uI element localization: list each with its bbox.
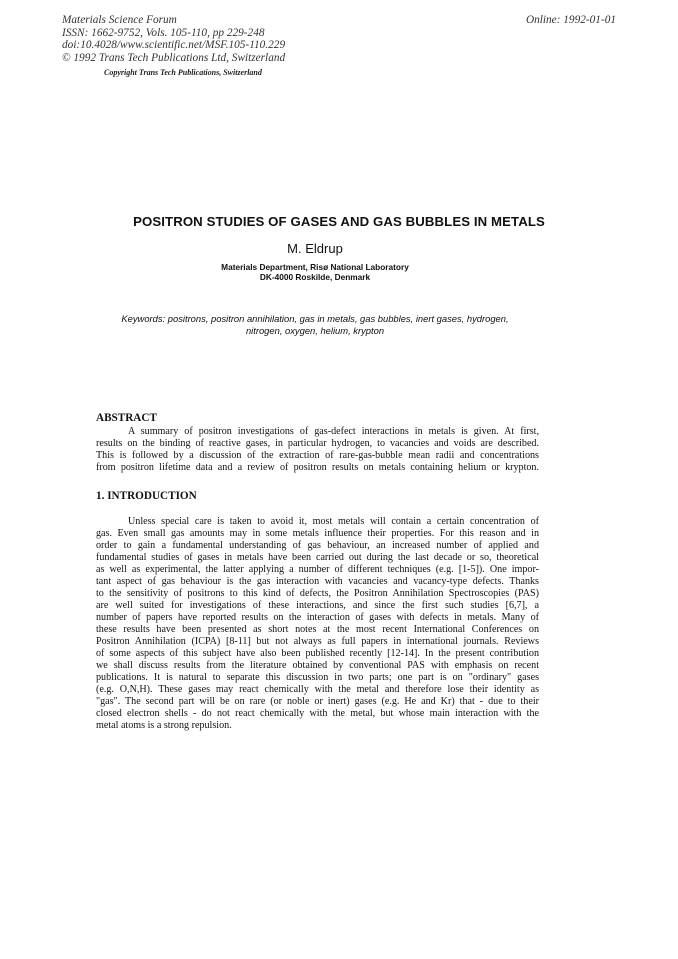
intro-line: "gas". The second part will be on rare (or noble or inert) gases (e.g. He and Kr) that - due to their xyxy=(96,696,539,707)
online-date: Online: 1992-01-01 xyxy=(525,14,616,26)
intro-line: these results have been presented as short notes at the most recent International Conferences on xyxy=(96,624,539,635)
author-name: M. Eldrup xyxy=(287,241,343,256)
intro-line: gas. Even small gas amounts may in some metals influence their properties. For this reason and in xyxy=(96,528,539,539)
intro-line: Positron Annihilation (ICPA) [8-11] but not always as full papers in international journals. Reviews xyxy=(96,636,539,647)
intro-line: number of papers have reported results on the interaction of gases with defects in metals. Many of xyxy=(96,612,539,623)
doi-line: doi:10.4028/www.scientific.net/MSF.105-110.229 xyxy=(62,39,286,52)
affiliation-line-1: Materials Department, Risø National Laboratory xyxy=(221,262,409,272)
intro-line: to the sensitivity of positrons to this kind of defects, the Positron Annihilation Spectroscopies (PAS) xyxy=(96,588,539,599)
intro-line: we shall discuss results from the literature obtained by conventional PAS with emphasis on recent xyxy=(96,660,539,671)
abstract-line: This is followed by a discussion of the extraction of rare-gas-bubble mean radii and concentrations xyxy=(96,450,539,461)
intro-line: are well suited for investigations of these interactions, and since the first such studies [6,7], a xyxy=(96,600,539,611)
abstract-body xyxy=(96,426,539,474)
intro-line: as well as experimental, the latter applying a number of different techniques (e.g. [1-5]). One impor- xyxy=(96,564,539,575)
abstract-line: results on the binding of reactive gases, in particular hydrogen, to vacancies and voids are described. xyxy=(96,438,539,449)
issn-line: ISSN: 1662-9752, Vols. 105-110, pp 229-248 xyxy=(62,26,265,39)
intro-line: metal atoms is a strong repulsion. xyxy=(96,720,232,731)
intro-line: fundamental studies of gases in metals have been carried out during the last decade or so, theoretical xyxy=(96,552,539,563)
intro-line: tant aspect of gas behaviour is the gas interaction with vacancies and vacancy-type defects. Thanks xyxy=(96,576,539,587)
introduction-heading: 1. INTRODUCTION xyxy=(96,490,197,502)
introduction-body xyxy=(96,516,539,732)
abstract-heading: ABSTRACT xyxy=(96,412,157,424)
keywords-line-1: Keywords: positrons, positron annihilation, gas in metals, gas bubbles, inert gases, hydrogen, xyxy=(121,313,509,324)
journal-header xyxy=(62,14,285,64)
paper-title: POSITRON STUDIES OF GASES AND GAS BUBBLES IN METALS xyxy=(133,214,545,229)
copyright-note: Copyright Trans Tech Publications, Switzerland xyxy=(104,68,262,77)
abstract-line: from positron lifetime data and a review of positron results on metals containing helium or krypton. xyxy=(96,462,539,473)
intro-line: Unless special care is taken to avoid it, most metals will contain a certain concentration of xyxy=(128,516,539,527)
intro-line: (e.g. O,N,H). These gases may react chemically with the metal and therefore lose their identity as xyxy=(96,684,539,695)
intro-line: of some aspects of this subject have also been published recently [12-14]. In the present contribution xyxy=(96,648,539,659)
affiliation-line-2: DK-4000 Roskilde, Denmark xyxy=(259,272,371,282)
intro-line: order to gain a fundamental understanding of gas behaviour, an increased number of applied and xyxy=(96,540,539,551)
abstract-line: A summary of positron investigations of gas-defect interactions in metals is given. At first, xyxy=(128,426,539,437)
intro-line: closed electron shells - do not react chemically with the metal, but whose main interaction with the xyxy=(96,708,539,719)
publisher-copyright: © 1992 Trans Tech Publications Ltd, Switzerland xyxy=(62,51,286,64)
journal-name: Materials Science Forum xyxy=(62,14,177,26)
intro-line: publications. It is natural to separate this discussion in two parts; one part is on "ordinary" gases xyxy=(96,672,539,683)
keywords-line-2: nitrogen, oxygen, helium, krypton xyxy=(245,325,385,336)
